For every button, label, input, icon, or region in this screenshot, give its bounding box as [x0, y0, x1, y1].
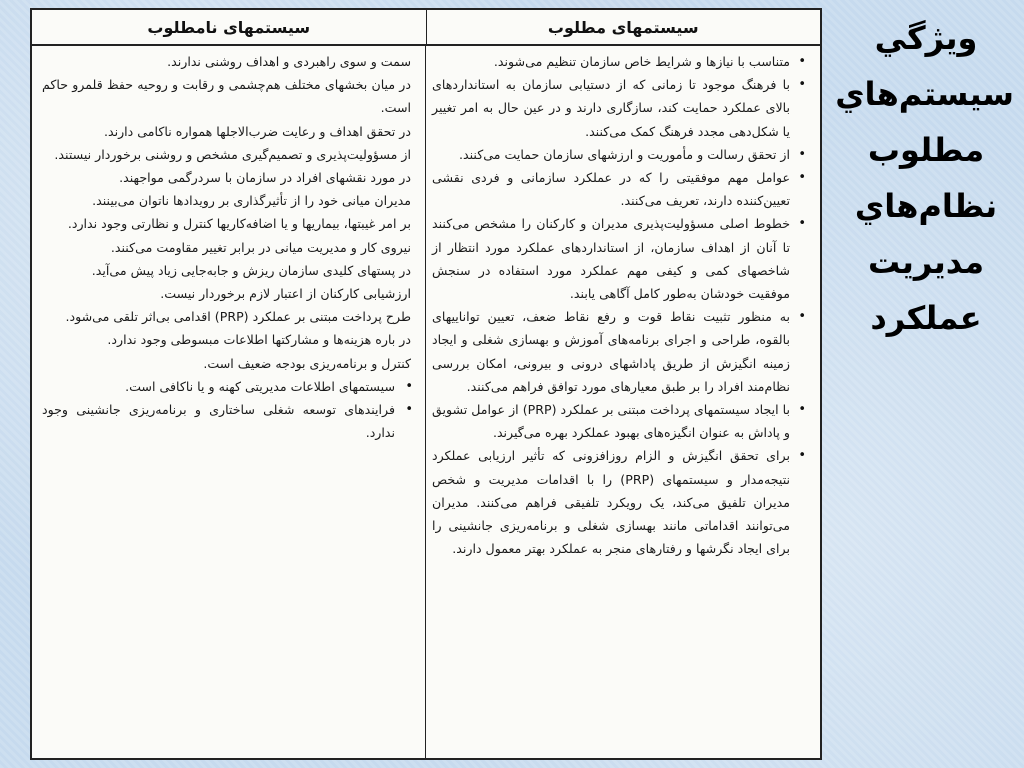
- undesired-item: مدیران میانی خود را از تأثیرگذاری بر رویدادها ناتوان می‌بینند.: [92, 193, 411, 209]
- desired-item: • متناسب با نیازها و شرایط خاص سازمان تنظیم می‌شوند.: [432, 50, 806, 73]
- slide-title-line: نظام‌هاي: [854, 187, 998, 225]
- desired-item: • با فرهنگ موجود تا زمانی که از دستیابی سازمان به استانداردهای بالای عملکرد حمایت کند، سازگاری دارند و در عین حال به امر تغییر یا شکل‌دهی مجدد فرهنگ کمک می‌کنند.: [432, 73, 806, 143]
- desired-item: • برای تحقق انگیزش و الزام روزافزونی که تأثیر ارزیابی عملکرد نتیجه‌مدار و سیستمهای (PRP) را با اقدامات مدیریت و شخص مدیران تلفیق می‌کند، یک رویکرد تلفیقی فراهم می‌کنند. مدیران می‌توانند اقداماتی مانند بهسازی شغلی و برنامه‌ریزی جانشینی را برای ایجاد نگرشها و رفتارهای منجر به عملکرد بهتر معمول دارند.: [432, 444, 806, 560]
- undesired-item: • فرایندهای توسعه شغلی ساختاری و برنامه‌ریزی جانشینی وجود ندارد.: [42, 398, 411, 444]
- desired-item: • عوامل مهم موفقیتی را که در عملکرد سازمانی و فردی نقشی تعیین‌کننده دارند، تعریف می‌کنند.: [432, 166, 806, 212]
- desired-systems-column: [426, 46, 820, 758]
- slide-title-line: ويژگي: [874, 19, 978, 57]
- undesired-item: در تحقق اهداف و رعایت ضرب‌الاجلها همواره ناکامی دارند.: [103, 123, 411, 139]
- desired-item: • خطوط اصلی مسؤولیت‌پذیری مدیران و کارکنان را مشخص می‌کنند تا آنان از اهداف سازمان، از استانداردهای عملکرد مورد انتظار از شاخصهای کمی و کیفی مهم عملکرد مورد استفاده در سنجش موفقیت خودشان به‌طور کامل آگاهی یابند.: [432, 212, 806, 305]
- undesired-item: نیروی کار و مدیریت میانی در برابر تغییر مقاومت می‌کنند.: [110, 239, 411, 255]
- desired-item: • از تحقق رسالت و مأموریت و ارزشهای سازمان حمایت می‌کنند.: [432, 143, 806, 166]
- undesired-item: در باره هزینه‌ها و مشارکتها اطلاعات مبسوطی وجود ندارد.: [107, 332, 411, 348]
- slide-title-line: سيستم‌هاي: [835, 75, 1014, 113]
- undesired-item: سمت و سوی راهبردی و اهداف روشنی ندارند.: [167, 54, 411, 69]
- header-desired-systems: سیستمهای مطلوب: [547, 17, 699, 37]
- scanned-table: [30, 8, 822, 760]
- undesired-item: ارزشیابی کارکنان از اعتبار لازم برخوردار نیست.: [160, 286, 411, 302]
- undesired-item: کنترل و برنامه‌ریزی بودجه ضعیف است.: [203, 355, 411, 371]
- slide-title-line: مديريت: [867, 243, 985, 281]
- slide-title-line: مطلوب: [867, 131, 985, 169]
- undesired-item: در مورد نقشهای افراد در سازمان با سردرگمی مواجهند.: [119, 170, 411, 186]
- desired-item: • به منظور تثبیت نقاط قوت و رفع نقاط ضعف، تعیین تواناییهای بالقوه، طراحی و اجرای برنامه‌های آموزش و بهسازی شغلی و ایجاد زمینه انگیزش از طریق پاداشهای درونی و بیرونی، امکان بررسی نظام‌مند افراد را بر طبق معیارهای مورد توافق فراهم می‌کنند.: [432, 305, 806, 398]
- undesired-item: • سیستمهای اطلاعات مدیریتی کهنه و یا ناکافی است.: [42, 375, 411, 398]
- undesired-item: طرح پرداخت مبتنی بر عملکرد (PRP) اقدامی بی‌اثر تلقی می‌شود.: [65, 309, 411, 325]
- undesired-systems-column: [32, 46, 426, 758]
- undesired-item: از مسؤولیت‌پذیری و تصمیم‌گیری مشخص و روشنی برخوردار نیستند.: [54, 146, 411, 162]
- desired-item: • با ایجاد سیستمهای پرداخت مبتنی بر عملکرد (PRP) از عوامل تشویق و پاداش به عنوان انگیزه‌های بهبود عملکرد بهره می‌گیرند.: [432, 398, 806, 444]
- slide-title: [835, 10, 1014, 346]
- table-header-row: [32, 10, 820, 46]
- undesired-item: بر امر غیبتها، بیماریها و یا اضافه‌کاریها کنترل و نظارتی وجود ندارد.: [67, 216, 411, 232]
- header-undesired-systems: سیستمهای نامطلوب: [32, 10, 427, 44]
- undesired-item: در میان بخشهای مختلف هم‌چشمی و رقابت و روحیه حفظ قلمرو حاکم است.: [42, 77, 411, 116]
- slide-title-line: عملکرد: [870, 299, 982, 337]
- undesired-item: در پستهای کلیدی سازمان ریزش و جابه‌جایی زیاد پیش می‌آید.: [91, 262, 411, 278]
